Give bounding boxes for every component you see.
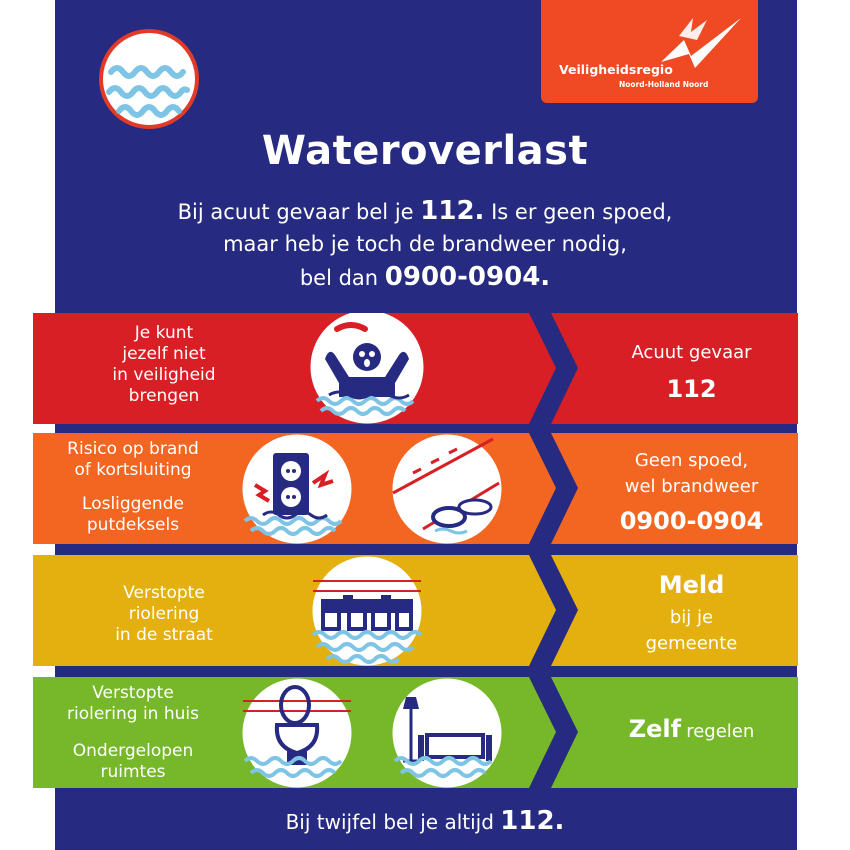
row-text-line: Ondergelopen <box>72 741 194 761</box>
row-report-municipality <box>33 555 801 666</box>
row-right-text <box>585 715 798 743</box>
row-text-line: in de straat <box>115 625 213 645</box>
row-text-line: jezelf niet <box>122 344 206 364</box>
intro-line-2: maar heb je toch de brandweer nodig, <box>223 232 627 256</box>
row-text-line: ruimtes <box>100 762 166 782</box>
row-text-line: of kortsluiting <box>74 460 192 480</box>
row-self-handle <box>33 677 801 788</box>
row-text-line: Geen spoed, <box>634 450 749 471</box>
row-no-urgency <box>33 433 801 544</box>
water-waves-icon <box>97 27 201 131</box>
row-text-line: riolering <box>128 604 200 624</box>
intro-text: Is er geen spoed, <box>491 200 673 224</box>
row-text-line: bij je <box>669 607 714 628</box>
logo-name: Veiligheidsregio <box>559 62 673 77</box>
flooded-room-icon <box>383 677 511 788</box>
row-right-text <box>585 605 798 657</box>
row-left-text-a <box>33 439 233 481</box>
row-text-line: Verstopte <box>123 583 205 603</box>
logo-subname: Noord-Holland Noord <box>619 80 709 89</box>
row-right-bold: Zelf <box>628 715 682 743</box>
row-left-text-a <box>33 683 233 725</box>
intro-line-3 <box>0 262 850 292</box>
row-left-text <box>33 583 295 646</box>
row-right-number: 112 <box>666 375 717 403</box>
loose-manhole-icon <box>383 433 511 544</box>
drowning-person-icon <box>303 313 431 424</box>
row-acute-danger <box>33 313 801 424</box>
row-text-line: Losliggende <box>82 494 184 514</box>
intro-text: Bij acuut gevaar bel je <box>177 200 414 224</box>
row-left-text-b <box>33 741 233 783</box>
row-text-line: gemeente <box>645 633 738 654</box>
flooded-street-drain-icon <box>303 555 431 666</box>
row-left-text <box>33 323 295 407</box>
page-title: Wateroverlast <box>261 128 589 174</box>
intro-emergency-number: 112. <box>420 196 485 226</box>
row-right-text <box>585 448 798 500</box>
row-text-line: wel brandweer <box>624 476 759 497</box>
row-right-text: Acuut gevaar <box>631 342 752 363</box>
row-text-line: putdeksels <box>86 515 180 535</box>
footer-number: 112. <box>500 806 565 836</box>
row-text-line: Je kunt <box>134 323 194 343</box>
row-text-line: Verstopte <box>92 683 174 703</box>
row-text-line: in veiligheid <box>112 365 216 385</box>
row-right-number: 0900-0904 <box>619 507 764 535</box>
intro-line-1 <box>0 196 850 226</box>
row-left-text-b <box>33 494 233 536</box>
footer-text <box>0 806 850 836</box>
row-right-regular: regelen <box>686 721 755 742</box>
intro-text: bel dan <box>299 266 379 290</box>
flooded-toilet-icon <box>233 677 361 788</box>
intro-fire-number: 0900-0904. <box>384 262 551 292</box>
veiligheidsregio-logo <box>541 0 758 103</box>
footer-label: Bij twijfel bel je altijd <box>285 810 494 834</box>
row-text-line: riolering in huis <box>66 704 199 724</box>
row-text-line: brengen <box>128 386 200 406</box>
row-right-bold: Meld <box>658 571 725 599</box>
row-text-line: Risico op brand <box>67 439 199 459</box>
flooded-socket-icon <box>233 433 361 544</box>
